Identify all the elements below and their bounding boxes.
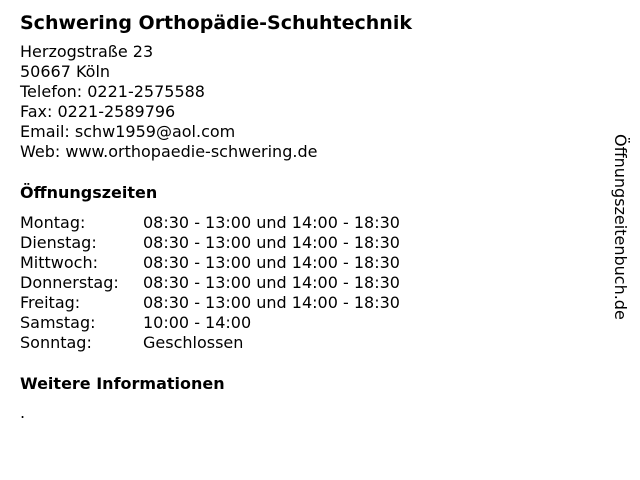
further-info-heading: Weitere Informationen <box>20 374 225 393</box>
opening-hours-table <box>20 213 580 353</box>
address-block <box>20 42 580 162</box>
time-value: 08:30 - 13:00 und 14:00 - 18:30 <box>143 273 400 292</box>
email-address: Email: schw1959@aol.com <box>20 122 236 141</box>
time-value: 10:00 - 14:00 <box>143 313 252 332</box>
city-address: 50667 Köln <box>20 62 111 81</box>
day-label: Freitag: <box>20 293 81 312</box>
opening-hours-heading: Öffnungszeiten <box>20 183 158 202</box>
day-label: Mittwoch: <box>20 253 98 272</box>
site-brand-watermark: Öffnungszeitenbuch.de <box>611 134 630 320</box>
hours-row-friday <box>20 293 580 313</box>
time-value: Geschlossen <box>143 333 244 352</box>
website-address: Web: www.orthopaedie-schwering.de <box>20 142 318 161</box>
hours-row-sunday <box>20 333 580 353</box>
time-value: 08:30 - 13:00 und 14:00 - 18:30 <box>143 293 400 312</box>
business-card <box>20 10 580 423</box>
further-info-text: . <box>20 403 26 422</box>
phone-number: Telefon: 0221-2575588 <box>20 82 205 101</box>
day-label: Sonntag: <box>20 333 92 352</box>
fax-number: Fax: 0221-2589796 <box>20 102 176 121</box>
hours-row-monday <box>20 213 580 233</box>
street-address: Herzogstraße 23 <box>20 42 154 61</box>
day-label: Samstag: <box>20 313 96 332</box>
hours-row-tuesday <box>20 233 580 253</box>
hours-row-saturday <box>20 313 580 333</box>
time-value: 08:30 - 13:00 und 14:00 - 18:30 <box>143 233 400 252</box>
hours-row-wednesday <box>20 253 580 273</box>
day-label: Montag: <box>20 213 86 232</box>
day-label: Dienstag: <box>20 233 97 252</box>
day-label: Donnerstag: <box>20 273 119 292</box>
time-value: 08:30 - 13:00 und 14:00 - 18:30 <box>143 253 400 272</box>
time-value: 08:30 - 13:00 und 14:00 - 18:30 <box>143 213 400 232</box>
business-name: Schwering Orthopädie-Schuhtechnik <box>20 12 412 34</box>
hours-row-thursday <box>20 273 580 293</box>
